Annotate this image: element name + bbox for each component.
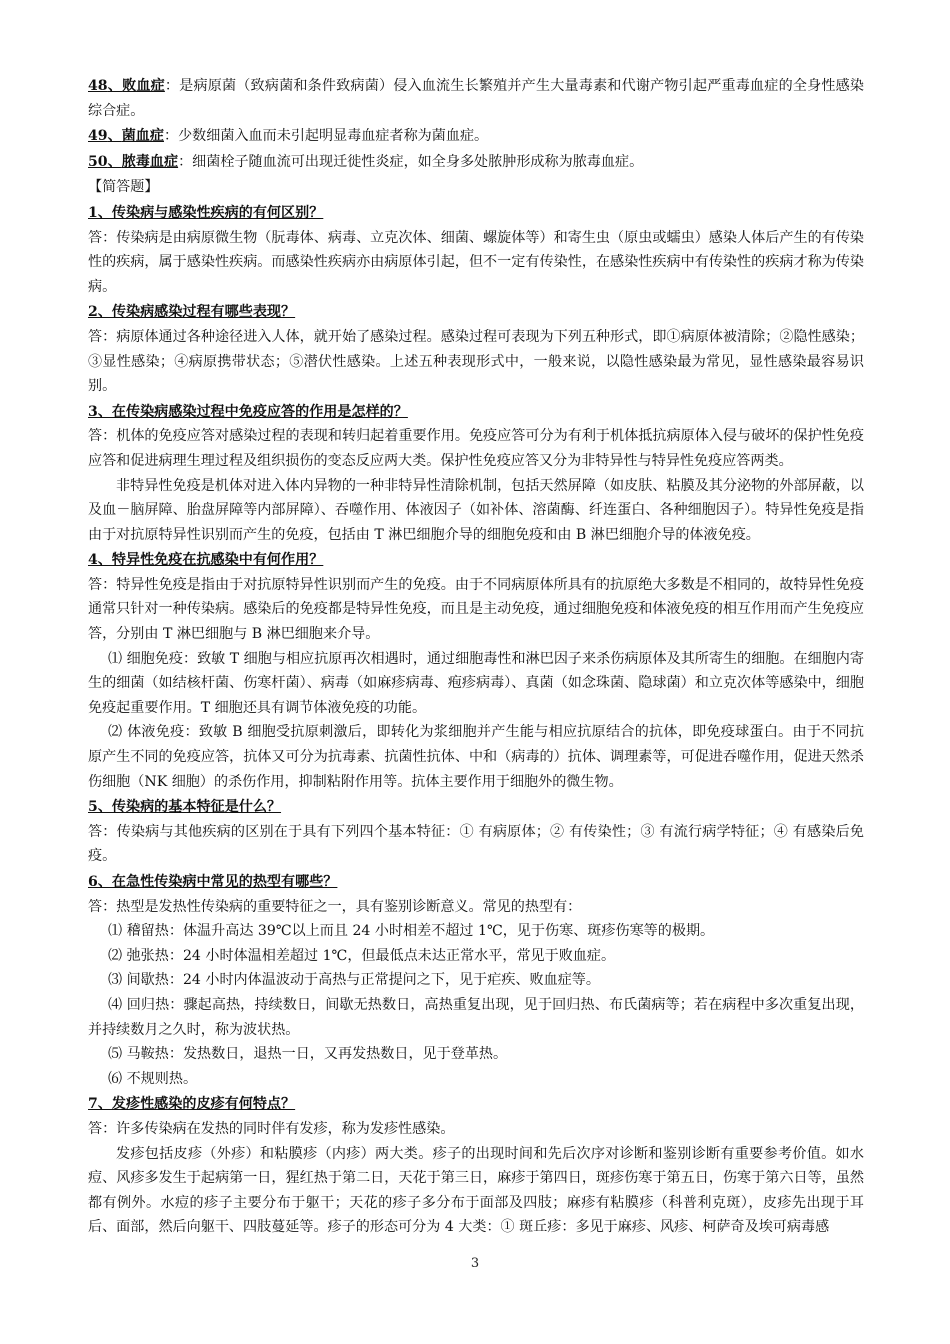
question-title: 2、传染病感染过程有哪些表现？ <box>88 304 296 321</box>
document-page <box>88 74 864 1240</box>
fever-type-item: ⑶ 间歇热：24 小时内体温波动于高热与正常提问之下，见于疟疾、败血症等。 <box>108 972 600 989</box>
definition-50 <box>88 150 864 175</box>
definition-body: ：是病原菌（致病菌和条件致病菌）侵入血流生长繁殖并产生大量毒素和代谢产物引起严重毒血症的全身性感染综合症。 <box>88 78 865 119</box>
fever-type-item: ⑸ 马鞍热：发热数日，退热一日，又再发热数日，见于登革热。 <box>108 1046 508 1063</box>
question-title: 3、在传染病感染过程中免疫应答的作用是怎样的？ <box>88 403 408 420</box>
definition-48 <box>88 74 864 123</box>
definition-term: 50、脓毒血症 <box>88 153 179 170</box>
question-title: 7、发疹性感染的皮疹有何特点？ <box>88 1096 296 1113</box>
answer-paragraph: 答：许多传染病在发热的同时伴有发疹，称为发疹性感染。 <box>88 1120 455 1137</box>
answer-paragraph: ⑵ 体液免疫：致敏 B 细胞受抗原刺激后，即转化为浆细胞并产生能与相应抗原结合的抗体，即免疫球蛋白。由于不同抗原产生不同的免疫应答，抗体又可分为抗毒素、抗菌性抗体、中和（病毒的）抗体、调理素等，可促进吞噬作用，促进天然杀伤细胞（NK 细胞）的杀伤作用，抑制粘附作用等。抗体主要作用于细胞外的微生物。 <box>88 724 864 790</box>
answer-paragraph: 答：特异性免疫是指由于对抗原特异性识别而产生的免疫。由于不同病原体所具有的抗原绝大多数是不相同的，故特异性免疫通常只针对一种传染病。感染后的免疫都是特异性免疫，而且是主动免疫，通过细胞免疫和体液免疫的相互作用而产生免疫应答，分别由 T 淋巴细胞与 B 淋巴细胞来介导。 <box>88 576 864 643</box>
fever-type-item: ⑴ 稽留热：体温升高达 39℃以上而且 24 小时相差不超过 1℃，见于伤寒、斑疹伤寒等的极期。 <box>108 923 715 940</box>
definition-body: ：细菌栓子随血流可出现迁徙性炎症，如全身多处脓肿形成称为脓毒血症。 <box>178 153 644 170</box>
fever-type-item: ⑷ 回归热：骤起高热，持续数日，间歇无热数日，高热重复出现，见于回归热、布氏菌病等；若在病程中多次重复出现，并持续数月之久时，称为波状热。 <box>88 996 864 1038</box>
question-title: 4、特异性免疫在抗感染中有何作用？ <box>88 552 324 569</box>
answer-paragraph: 答：传染病与其他疾病的区别在于具有下列四个基本特征：① 有病原体；② 有传染性；③ 有流行病学特征；④ 有感染后免疫。 <box>88 823 864 865</box>
definition-term: 49、菌血症 <box>88 128 164 145</box>
answer-paragraph: ⑴ 细胞免疫：致敏 T 细胞与相应抗原再次相遇时，通过细胞毒性和淋巴因子来杀伤病原体及其所寄生的细胞。在细胞内寄生的细菌（如结核杆菌、伤寒杆菌）、病毒（如麻疹病毒、疱疹病毒）、真菌（如念珠菌、隐球菌）和立克次体等感染中，细胞免疫起重要作用。T 细胞还具有调节体液免疫的功能。 <box>88 650 864 716</box>
answer-paragraph: 答：病原体通过各种途径进入人体，就开始了感染过程。感染过程可表现为下列五种形式，即①病原体被清除；②隐性感染；③显性感染；④病原携带状态；⑤潜伏性感染。上述五种表现形式中，一般来说，以隐性感染最为常见，显性感染最容易识别。 <box>88 328 864 395</box>
section-title: 【简答题】 <box>88 179 159 196</box>
definition-body: ：少数细菌入血而未引起明显毒血症者称为菌血症。 <box>164 128 489 145</box>
answer-paragraph: 答：热型是发热性传染病的重要特征之一，具有鉴别诊断意义。常见的热型有： <box>88 898 582 915</box>
answer-paragraph: 答：传染病是由病原微生物（朊毒体、病毒、立克次体、细菌、螺旋体等）和寄生虫（原虫或蠕虫）感染人体后产生的有传染性的疾病，属于感染性疾病。而感染性疾病亦由病原体引起，但不一定有传染性，在感染性疾病中有传染性的疾病才称为传染病。 <box>88 229 864 295</box>
question-title: 1、传染病与感染性疾病的有何区别？ <box>88 204 324 221</box>
fever-type-item: ⑹ 不规则热。 <box>108 1070 198 1087</box>
answer-paragraph: 答：机体的免疫应答对感染过程的表现和转归起着重要作用。免疫应答可分为有利于机体抵抗病原体入侵与破坏的保护性免疫应答和促进病理生理过程及组织损伤的变态反应两大类。保护性免疫应答又分为非特异性与特异性免疫应答两类。 <box>88 428 864 469</box>
question-title: 6、在急性传染病中常见的热型有哪些？ <box>88 874 338 890</box>
definition-term: 48、败血症 <box>88 78 165 94</box>
answer-paragraph: 发疹包括皮疹（外疹）和粘膜疹（内疹）两大类。疹子的出现时间和先后次序对诊断和鉴别诊断有重要参考价值。如水痘、风疹多发生于起病第一日，猩红热于第二日，天花于第三日，麻疹于第四日，斑疹伤寒于第五日，伤寒于第六日等，虽然都有例外。水痘的疹子主要分布于躯干；天花的疹子多分布于面部及四肢；麻疹有粘膜疹（科普利克斑），皮疹先出现于耳后、面部，然后向躯干、四肢蔓延等。疹子的形态可分为 4 大类：① 斑丘疹：多见于麻疹、风疹、柯萨奇及埃可病毒感 <box>88 1145 864 1236</box>
answer-paragraph: 非特异性免疫是机体对进入体内异物的一种非特异性清除机制，包括天然屏障（如皮肤、粘膜及其分泌物的外部屏蔽，以及血－脑屏障、胎盘屏障等内部屏障）、吞噬作用、体液因子（如补体、溶菌酶、纤连蛋白、各种细胞因子）。特异性免疫是指由于对抗原特异性识别而产生的免疫，包括由 T 淋巴细胞介导的细胞免疫和由 B 淋巴细胞介导的体液免疫。 <box>88 477 864 543</box>
definition-49 <box>88 124 864 149</box>
page-number: 3 <box>470 1256 480 1271</box>
fever-type-item: ⑵ 弛张热：24 小时体温相差超过 1℃，但最低点未达正常水平，常见于败血症。 <box>108 947 616 964</box>
question-title: 5、传染病的基本特征是什么？ <box>88 799 282 816</box>
